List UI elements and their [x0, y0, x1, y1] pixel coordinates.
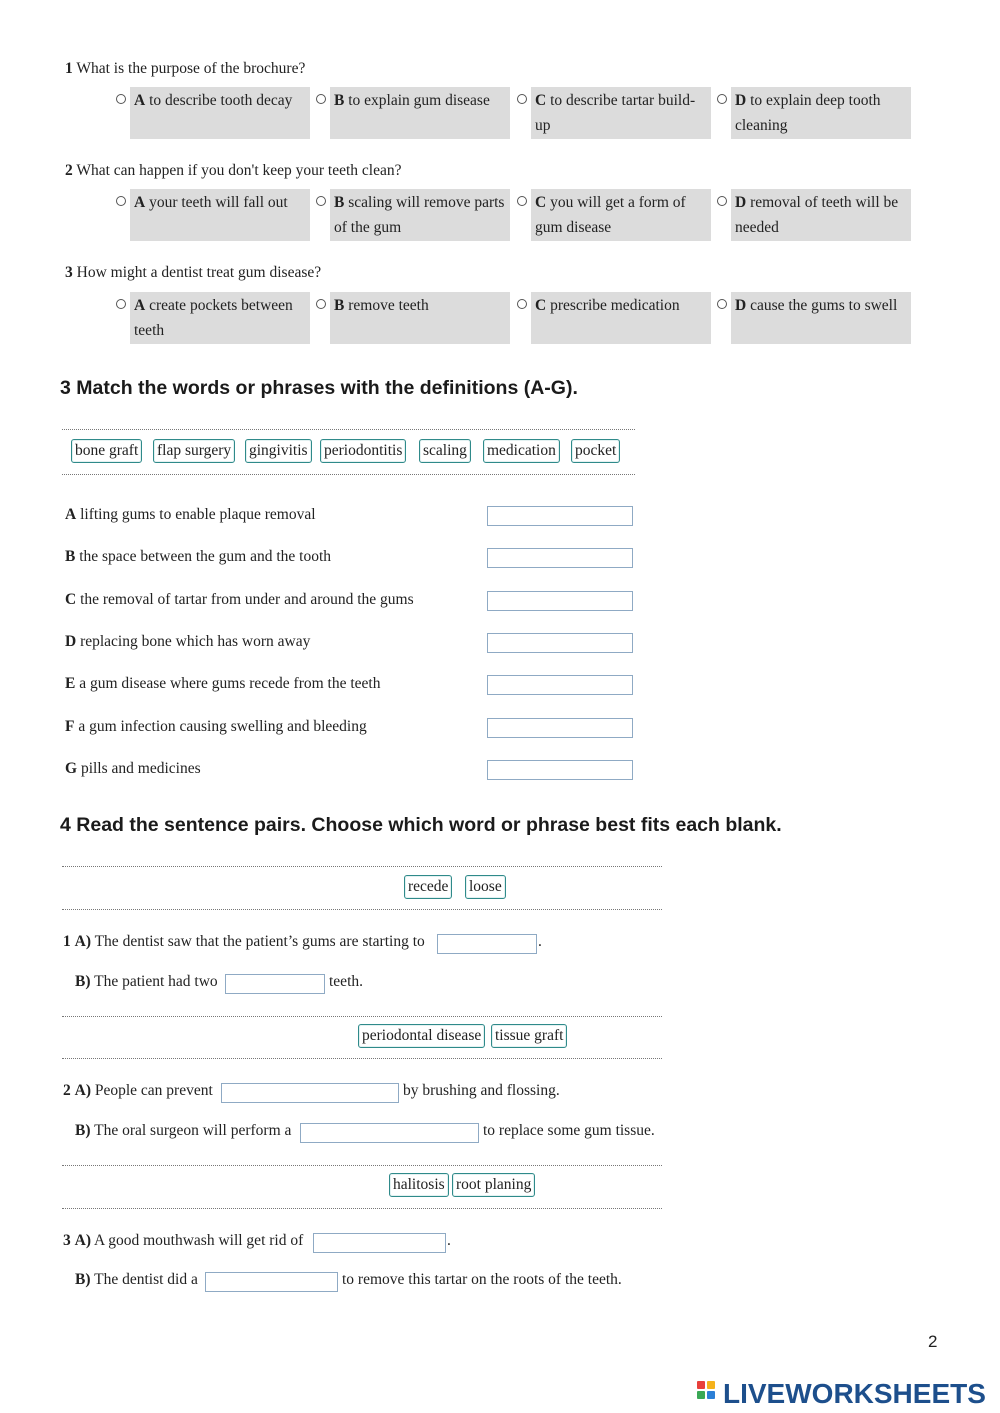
divider: [62, 429, 635, 430]
question-text: How might a dentist treat gum disease?: [76, 264, 322, 281]
question-text: What can happen if you don't keep your teeth clean?: [76, 162, 402, 179]
blank-input-3a[interactable]: [313, 1233, 446, 1253]
logo-square-icon: [707, 1391, 715, 1399]
option-label[interactable]: C prescribe medication: [531, 292, 711, 344]
option-label[interactable]: A create pockets between teeth: [130, 292, 310, 344]
definition-b: B the space between the gum and the tooth: [65, 548, 332, 565]
word-chip-root-planing[interactable]: root planing: [452, 1173, 535, 1197]
definition-d: D replacing bone which has worn away: [65, 633, 311, 650]
sentence-2b-end: to replace some gum tissue.: [483, 1122, 655, 1139]
logo-square-icon: [697, 1391, 705, 1399]
logo-square-icon: [707, 1381, 715, 1389]
option-label[interactable]: A to describe tooth decay: [130, 87, 310, 139]
radio-button[interactable]: [316, 196, 326, 206]
answer-input-a[interactable]: [487, 506, 633, 526]
answer-input-g[interactable]: [487, 760, 633, 780]
question-3: [65, 264, 321, 282]
radio-button[interactable]: [717, 94, 727, 104]
sentence-2a-end: by brushing and flossing.: [403, 1082, 560, 1099]
blank-input-1a[interactable]: [437, 934, 537, 954]
definition-c: C the removal of tartar from under and around the gums: [65, 591, 414, 608]
radio-button[interactable]: [316, 299, 326, 309]
logo-text: LIVEWORKSHEETS: [723, 1378, 986, 1409]
sentence-3a-end: .: [447, 1232, 451, 1249]
option-label[interactable]: D cause the gums to swell: [731, 292, 911, 344]
word-chip-loose[interactable]: loose: [465, 875, 506, 899]
answer-input-b[interactable]: [487, 548, 633, 568]
radio-button[interactable]: [517, 196, 527, 206]
question-number: 3: [65, 264, 73, 281]
option-label[interactable]: A your teeth will fall out: [130, 189, 310, 241]
word-chip-gingivitis[interactable]: gingivitis: [245, 439, 312, 463]
sentence-1b-end: teeth.: [329, 973, 363, 990]
option-label[interactable]: C to describe tartar build-up: [531, 87, 711, 139]
radio-button[interactable]: [517, 299, 527, 309]
definition-f: F a gum infection causing swelling and bleeding: [65, 718, 367, 735]
option-label[interactable]: D to explain deep tooth cleaning: [731, 87, 911, 139]
sentence-1a-end: .: [538, 933, 542, 950]
radio-button[interactable]: [116, 299, 126, 309]
option-label[interactable]: C you will get a form of gum disease: [531, 189, 711, 241]
section-3-heading: 3 Match the words or phrases with the definitions (A-G).: [60, 377, 578, 399]
word-chip-halitosis[interactable]: halitosis: [389, 1173, 449, 1197]
sentence-2b: B) The oral surgeon will perform a: [75, 1122, 292, 1139]
blank-input-2a[interactable]: [221, 1083, 399, 1103]
question-2: [65, 162, 402, 180]
word-chip-tissue-graft[interactable]: tissue graft: [491, 1024, 567, 1048]
word-chip-bone-graft[interactable]: bone graft: [71, 439, 142, 463]
divider: [62, 1165, 662, 1166]
blank-input-2b[interactable]: [300, 1123, 479, 1143]
answer-input-f[interactable]: [487, 718, 633, 738]
word-chip-recede[interactable]: recede: [404, 875, 452, 899]
definition-a: A lifting gums to enable plaque removal: [65, 506, 316, 523]
divider: [62, 474, 635, 475]
option-label[interactable]: B remove teeth: [330, 292, 510, 344]
sentence-3a: 3 A) A good mouthwash will get rid of: [63, 1232, 304, 1249]
radio-button[interactable]: [717, 196, 727, 206]
answer-input-c[interactable]: [487, 591, 633, 611]
divider: [62, 909, 662, 910]
divider: [62, 866, 662, 867]
option-label[interactable]: B scaling will remove parts of the gum: [330, 189, 510, 241]
sentence-1b: B) The patient had two: [75, 973, 218, 990]
option-label[interactable]: B to explain gum disease: [330, 87, 510, 139]
definition-g: G pills and medicines: [65, 760, 201, 777]
sentence-3b: B) The dentist did a: [75, 1271, 198, 1288]
answer-input-e[interactable]: [487, 675, 633, 695]
question-1: [65, 60, 305, 78]
sentence-1a: 1 A) The dentist saw that the patient’s gums are starting to: [63, 933, 425, 950]
blank-input-3b[interactable]: [205, 1272, 338, 1292]
section-4-heading: 4 Read the sentence pairs. Choose which word or phrase best fits each blank.: [60, 814, 782, 836]
blank-input-1b[interactable]: [225, 974, 325, 994]
word-chip-medication[interactable]: medication: [483, 439, 560, 463]
divider: [62, 1016, 662, 1017]
sentence-2a: 2 A) People can prevent: [63, 1082, 213, 1099]
sentence-3b-end: to remove this tartar on the roots of the teeth.: [342, 1271, 622, 1288]
word-chip-flap-surgery[interactable]: flap surgery: [153, 439, 235, 463]
word-chip-scaling[interactable]: scaling: [419, 439, 471, 463]
divider: [62, 1058, 662, 1059]
radio-button[interactable]: [116, 94, 126, 104]
word-chip-periodontal-disease[interactable]: periodontal disease: [358, 1024, 485, 1048]
page-number: 2: [928, 1332, 938, 1351]
answer-input-d[interactable]: [487, 633, 633, 653]
radio-button[interactable]: [717, 299, 727, 309]
word-chip-pocket[interactable]: pocket: [571, 439, 620, 463]
word-chip-periodontitis[interactable]: periodontitis: [320, 439, 406, 463]
radio-button[interactable]: [316, 94, 326, 104]
divider: [62, 1208, 662, 1209]
logo-square-icon: [697, 1381, 705, 1389]
option-label[interactable]: D removal of teeth will be needed: [731, 189, 911, 241]
question-text: What is the purpose of the brochure?: [76, 60, 306, 77]
logo-mark-icon: [697, 1381, 723, 1407]
question-number: 1: [65, 60, 73, 77]
definition-e: E a gum disease where gums recede from the teeth: [65, 675, 381, 692]
radio-button[interactable]: [116, 196, 126, 206]
question-number: 2: [65, 162, 73, 179]
radio-button[interactable]: [517, 94, 527, 104]
